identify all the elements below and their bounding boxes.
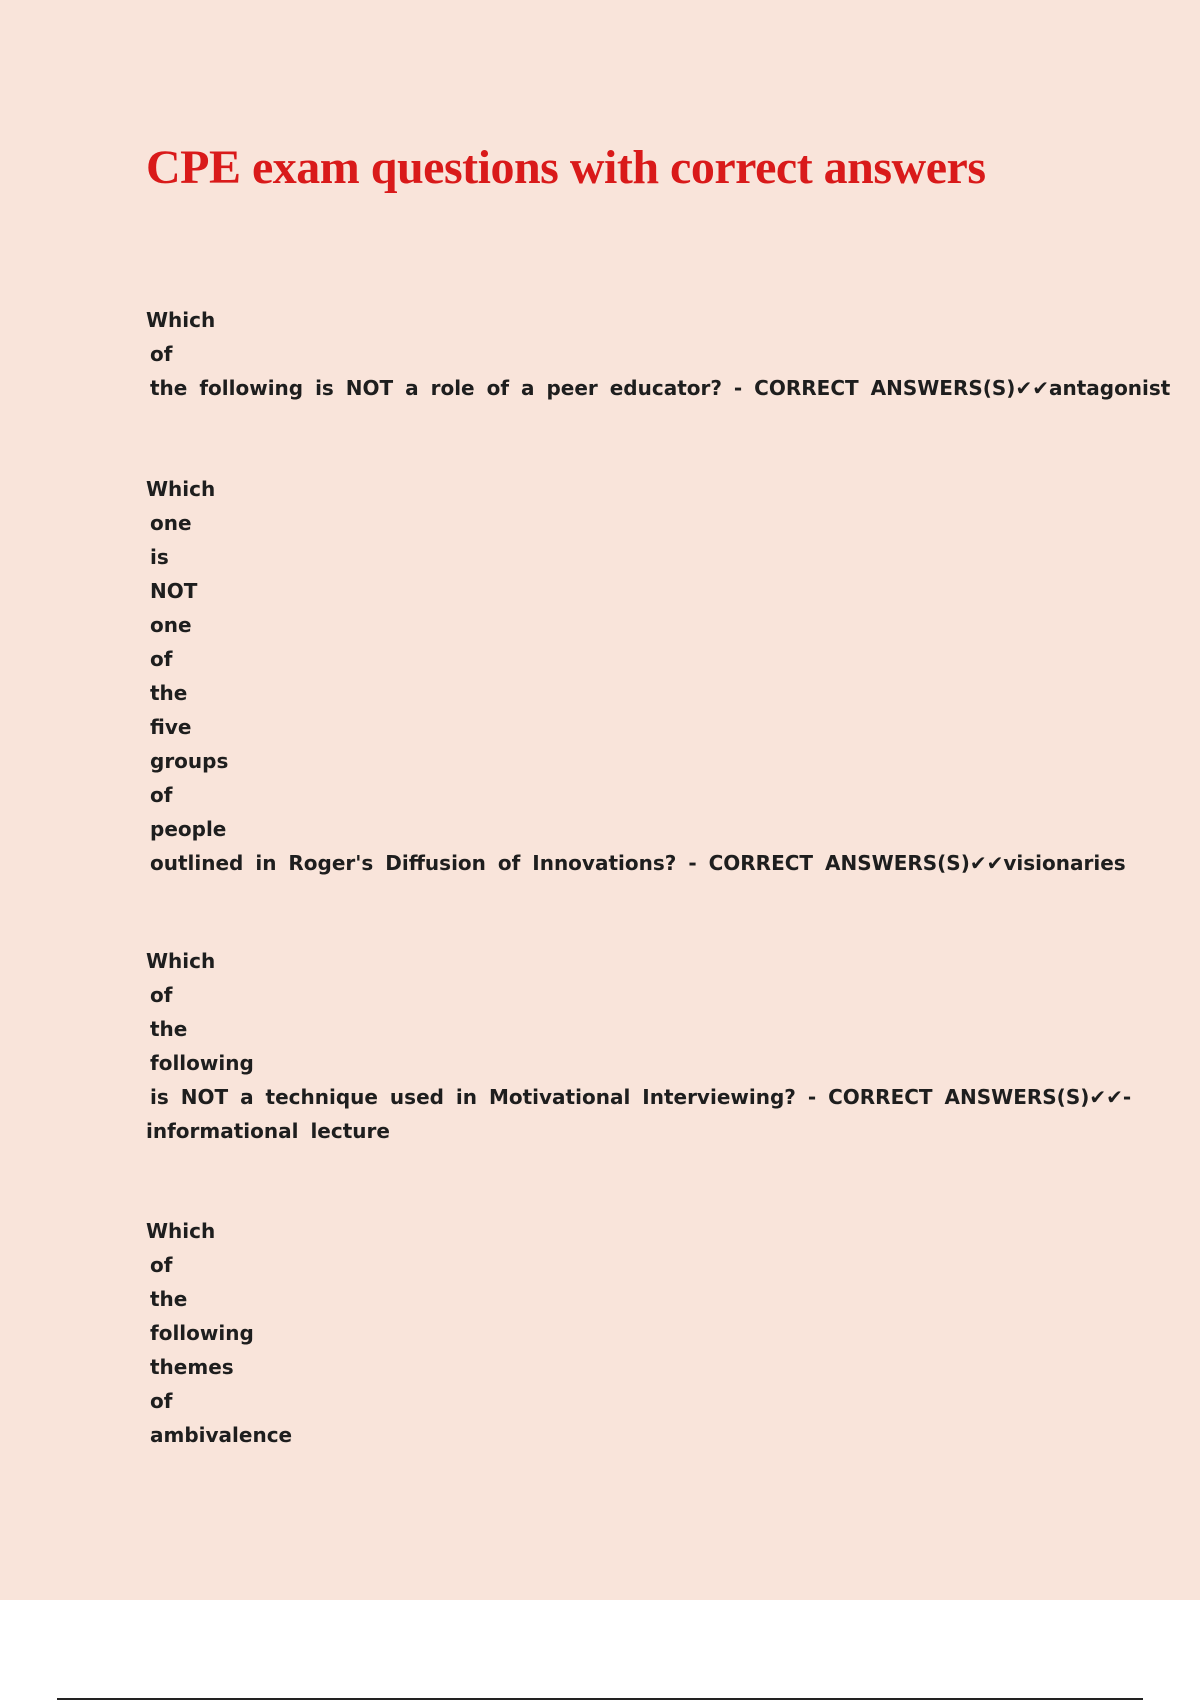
question-word: the [150, 1017, 188, 1041]
question-4 [146, 1214, 292, 1452]
question-word: groups [150, 749, 229, 773]
question-word: of [150, 342, 173, 366]
question-word: of [150, 783, 173, 807]
question-1 [146, 303, 1170, 405]
document-title: CPE exam questions with correct answers [146, 141, 986, 194]
question-word: of [150, 983, 173, 1007]
question-word: Which [146, 949, 216, 973]
question-word: five [150, 715, 192, 739]
question-2 [146, 472, 1126, 880]
question-answer-line: is NOT a technique used in Motivational Interviewing? - CORRECT ANSWERS(S)✔✔- [150, 1085, 1132, 1109]
question-word: one [150, 613, 192, 637]
question-word: Which [146, 308, 216, 332]
question-word: one [150, 511, 192, 535]
question-word: people [150, 817, 227, 841]
question-word: the [150, 1287, 188, 1311]
question-answer-line: informational lecture [146, 1119, 390, 1143]
question-word: of [150, 1389, 173, 1413]
question-3 [146, 944, 1131, 1148]
question-word: NOT [150, 579, 198, 603]
question-word: the [150, 681, 188, 705]
question-answer-line: outlined in Roger's Diffusion of Innovations? - CORRECT ANSWERS(S)✔✔visionaries [150, 851, 1126, 875]
question-word: following [150, 1051, 254, 1075]
question-word: of [150, 647, 173, 671]
question-word: Which [146, 1219, 216, 1243]
question-word: of [150, 1253, 173, 1277]
question-answer-line: the following is NOT a role of a peer educator? - CORRECT ANSWERS(S)✔✔antagonist [150, 376, 1171, 400]
question-word: ambivalence [150, 1423, 293, 1447]
question-word: Which [146, 477, 216, 501]
question-word: themes [150, 1355, 234, 1379]
question-word: is [150, 545, 169, 569]
question-word: following [150, 1321, 254, 1345]
